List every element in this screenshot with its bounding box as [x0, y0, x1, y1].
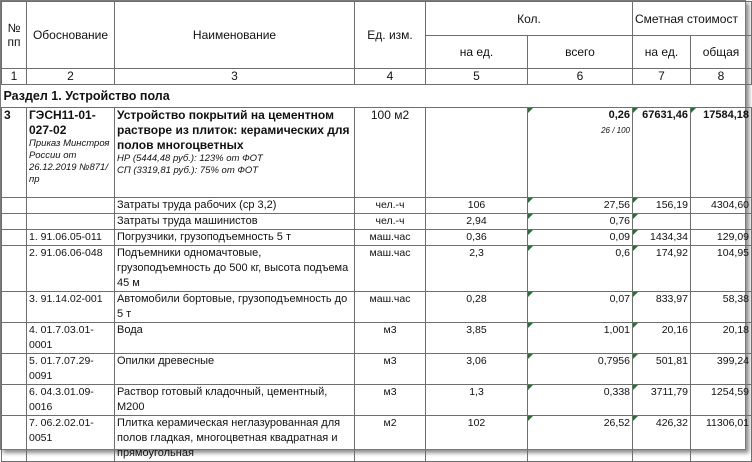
header-basis: Обоснование [27, 2, 115, 69]
row-cost-total: 4304,60 [691, 198, 752, 214]
row-qty-total: 0,09 [528, 230, 633, 246]
estimate-table [1, 1, 752, 462]
row-unit: м3 [355, 354, 426, 385]
main-per [426, 108, 528, 198]
table-row [2, 292, 752, 323]
row-cost-total [691, 214, 752, 230]
row-qty-per: 106 [426, 198, 528, 214]
row-qty-per: 3,85 [426, 323, 528, 354]
row-basis: 3. 91.14.02-001 [27, 292, 115, 323]
row-qty-per: 3,06 [426, 354, 528, 385]
main-title: Устройство покрытий на цементном растворе из плиток: керамических для полов многоцветных [117, 108, 350, 152]
row-qty-total: 0,7956 [528, 354, 633, 385]
header-cost-total: общая [691, 36, 752, 69]
resource-rows [2, 198, 752, 462]
row-cost-per [633, 214, 691, 230]
row-no [2, 214, 27, 230]
row-no [2, 385, 27, 416]
main-total: 0,26 [608, 109, 630, 121]
row-basis [27, 198, 115, 214]
header-unit: Ед. изм. [355, 2, 426, 69]
table-row [2, 354, 752, 385]
main-name-cell [115, 108, 355, 198]
row-cost-per: 3711,79 [633, 385, 691, 416]
main-cost-per: 67631,46 [633, 108, 691, 198]
row-no [2, 416, 27, 462]
col-number: 2 [27, 69, 115, 85]
main-order: Приказ Минстроя России от 26.12.2019 №871/пр [29, 138, 110, 185]
col-number: 7 [633, 69, 691, 85]
main-nr: НР (5444,48 руб.): 123% от ФОТ [117, 153, 263, 164]
row-cost-total: 11306,01 [691, 416, 752, 462]
row-name: Затраты труда машинистов [115, 214, 355, 230]
row-unit: м3 [355, 323, 426, 354]
row-qty-total: 0,338 [528, 385, 633, 416]
row-cost-per: 174,92 [633, 246, 691, 292]
row-qty-total: 27,56 [528, 198, 633, 214]
row-no [2, 246, 27, 292]
row-qty-per: 102 [426, 416, 528, 462]
row-no [2, 292, 27, 323]
row-basis: 4. 01.7.03.01-0001 [27, 323, 115, 354]
row-basis: 2. 91.06.06-048 [27, 246, 115, 292]
row-qty-per: 0,28 [426, 292, 528, 323]
table-row [2, 230, 752, 246]
row-qty-per: 2,3 [426, 246, 528, 292]
main-unit: 100 м2 [355, 108, 426, 198]
row-name: Вода [115, 323, 355, 354]
row-cost-per: 833,97 [633, 292, 691, 323]
col-number: 8 [691, 69, 752, 85]
row-qty-total: 0,76 [528, 214, 633, 230]
row-cost-total: 399,24 [691, 354, 752, 385]
row-name: Автомобили бортовые, грузоподъемность до 5 т [115, 292, 355, 323]
header-no: № пп [2, 2, 27, 69]
row-qty-per: 2,94 [426, 214, 528, 230]
table-row [2, 323, 752, 354]
row-qty-total: 1,001 [528, 323, 633, 354]
row-unit: маш.час [355, 246, 426, 292]
main-position-row [2, 108, 752, 198]
row-name: Опилки древесные [115, 354, 355, 385]
row-cost-per: 501,81 [633, 354, 691, 385]
row-cost-per: 156,19 [633, 198, 691, 214]
row-no [2, 354, 27, 385]
main-total-frac: 26 / 100 [601, 126, 630, 135]
header-qty-total: всего [528, 36, 633, 69]
row-cost-total: 20,18 [691, 323, 752, 354]
header-cost: Сметная стоимост [633, 2, 752, 36]
row-cost-total: 129,09 [691, 230, 752, 246]
row-cost-per: 426,32 [633, 416, 691, 462]
col-number: 4 [355, 69, 426, 85]
row-basis: 7. 06.2.02.01-0051 [27, 416, 115, 462]
col-number: 1 [2, 69, 27, 85]
row-cost-total: 1254,59 [691, 385, 752, 416]
row-unit: маш.час [355, 292, 426, 323]
row-name: Плитка керамическая неглазурованная для полов гладкая, многоцветная квадратная и прямоугольная [115, 416, 355, 462]
row-name: Затраты труда рабочих (ср 3,2) [115, 198, 355, 214]
row-cost-per: 20,16 [633, 323, 691, 354]
row-qty-per: 1,3 [426, 385, 528, 416]
header-qty: Кол. [426, 2, 633, 36]
row-basis [27, 214, 115, 230]
table-row [2, 198, 752, 214]
row-no [2, 230, 27, 246]
row-basis: 1. 91.06.05-011 [27, 230, 115, 246]
row-no [2, 323, 27, 354]
table-row [2, 246, 752, 292]
main-code: ГЭСН11-01-027-02 [29, 108, 96, 137]
main-sp: СП (3319,81 руб.): 75% от ФОТ [117, 165, 259, 176]
row-unit: чел.-ч [355, 214, 426, 230]
main-cost-total: 17584,18 [691, 108, 752, 198]
row-qty-per: 0,36 [426, 230, 528, 246]
table-row [2, 416, 752, 462]
row-unit: маш.час [355, 230, 426, 246]
main-basis-cell [27, 108, 115, 198]
table-row [2, 214, 752, 230]
section-row [2, 85, 752, 108]
row-basis: 6. 04.3.01.09-0016 [27, 385, 115, 416]
row-basis: 5. 01.7.07.29-0091 [27, 354, 115, 385]
row-qty-total: 0,07 [528, 292, 633, 323]
row-cost-per: 1434,34 [633, 230, 691, 246]
col-number: 6 [528, 69, 633, 85]
header-cost-per: на ед. [633, 36, 691, 69]
row-unit: чел.-ч [355, 198, 426, 214]
row-qty-total: 0,6 [528, 246, 633, 292]
col-number: 5 [426, 69, 528, 85]
col-number: 3 [115, 69, 355, 85]
main-no: 3 [2, 108, 27, 198]
main-total-cell [528, 108, 633, 198]
row-unit: м2 [355, 416, 426, 462]
table-row [2, 385, 752, 416]
row-name: Погрузчики, грузоподъемность 5 т [115, 230, 355, 246]
row-qty-total: 26,52 [528, 416, 633, 462]
column-number-row [2, 69, 752, 85]
row-cost-total: 58,38 [691, 292, 752, 323]
row-name: Раствор готовый кладочный, цементный, М200 [115, 385, 355, 416]
header-name: Наименование [115, 2, 355, 69]
row-unit: м3 [355, 385, 426, 416]
section-title: Раздел 1. Устройство пола [2, 85, 752, 108]
header-qty-per: на ед. [426, 36, 528, 69]
row-name: Подъемники одномачтовые, грузоподъемность до 500 кг, высота подъема 45 м [115, 246, 355, 292]
row-no [2, 198, 27, 214]
row-cost-total: 104,95 [691, 246, 752, 292]
